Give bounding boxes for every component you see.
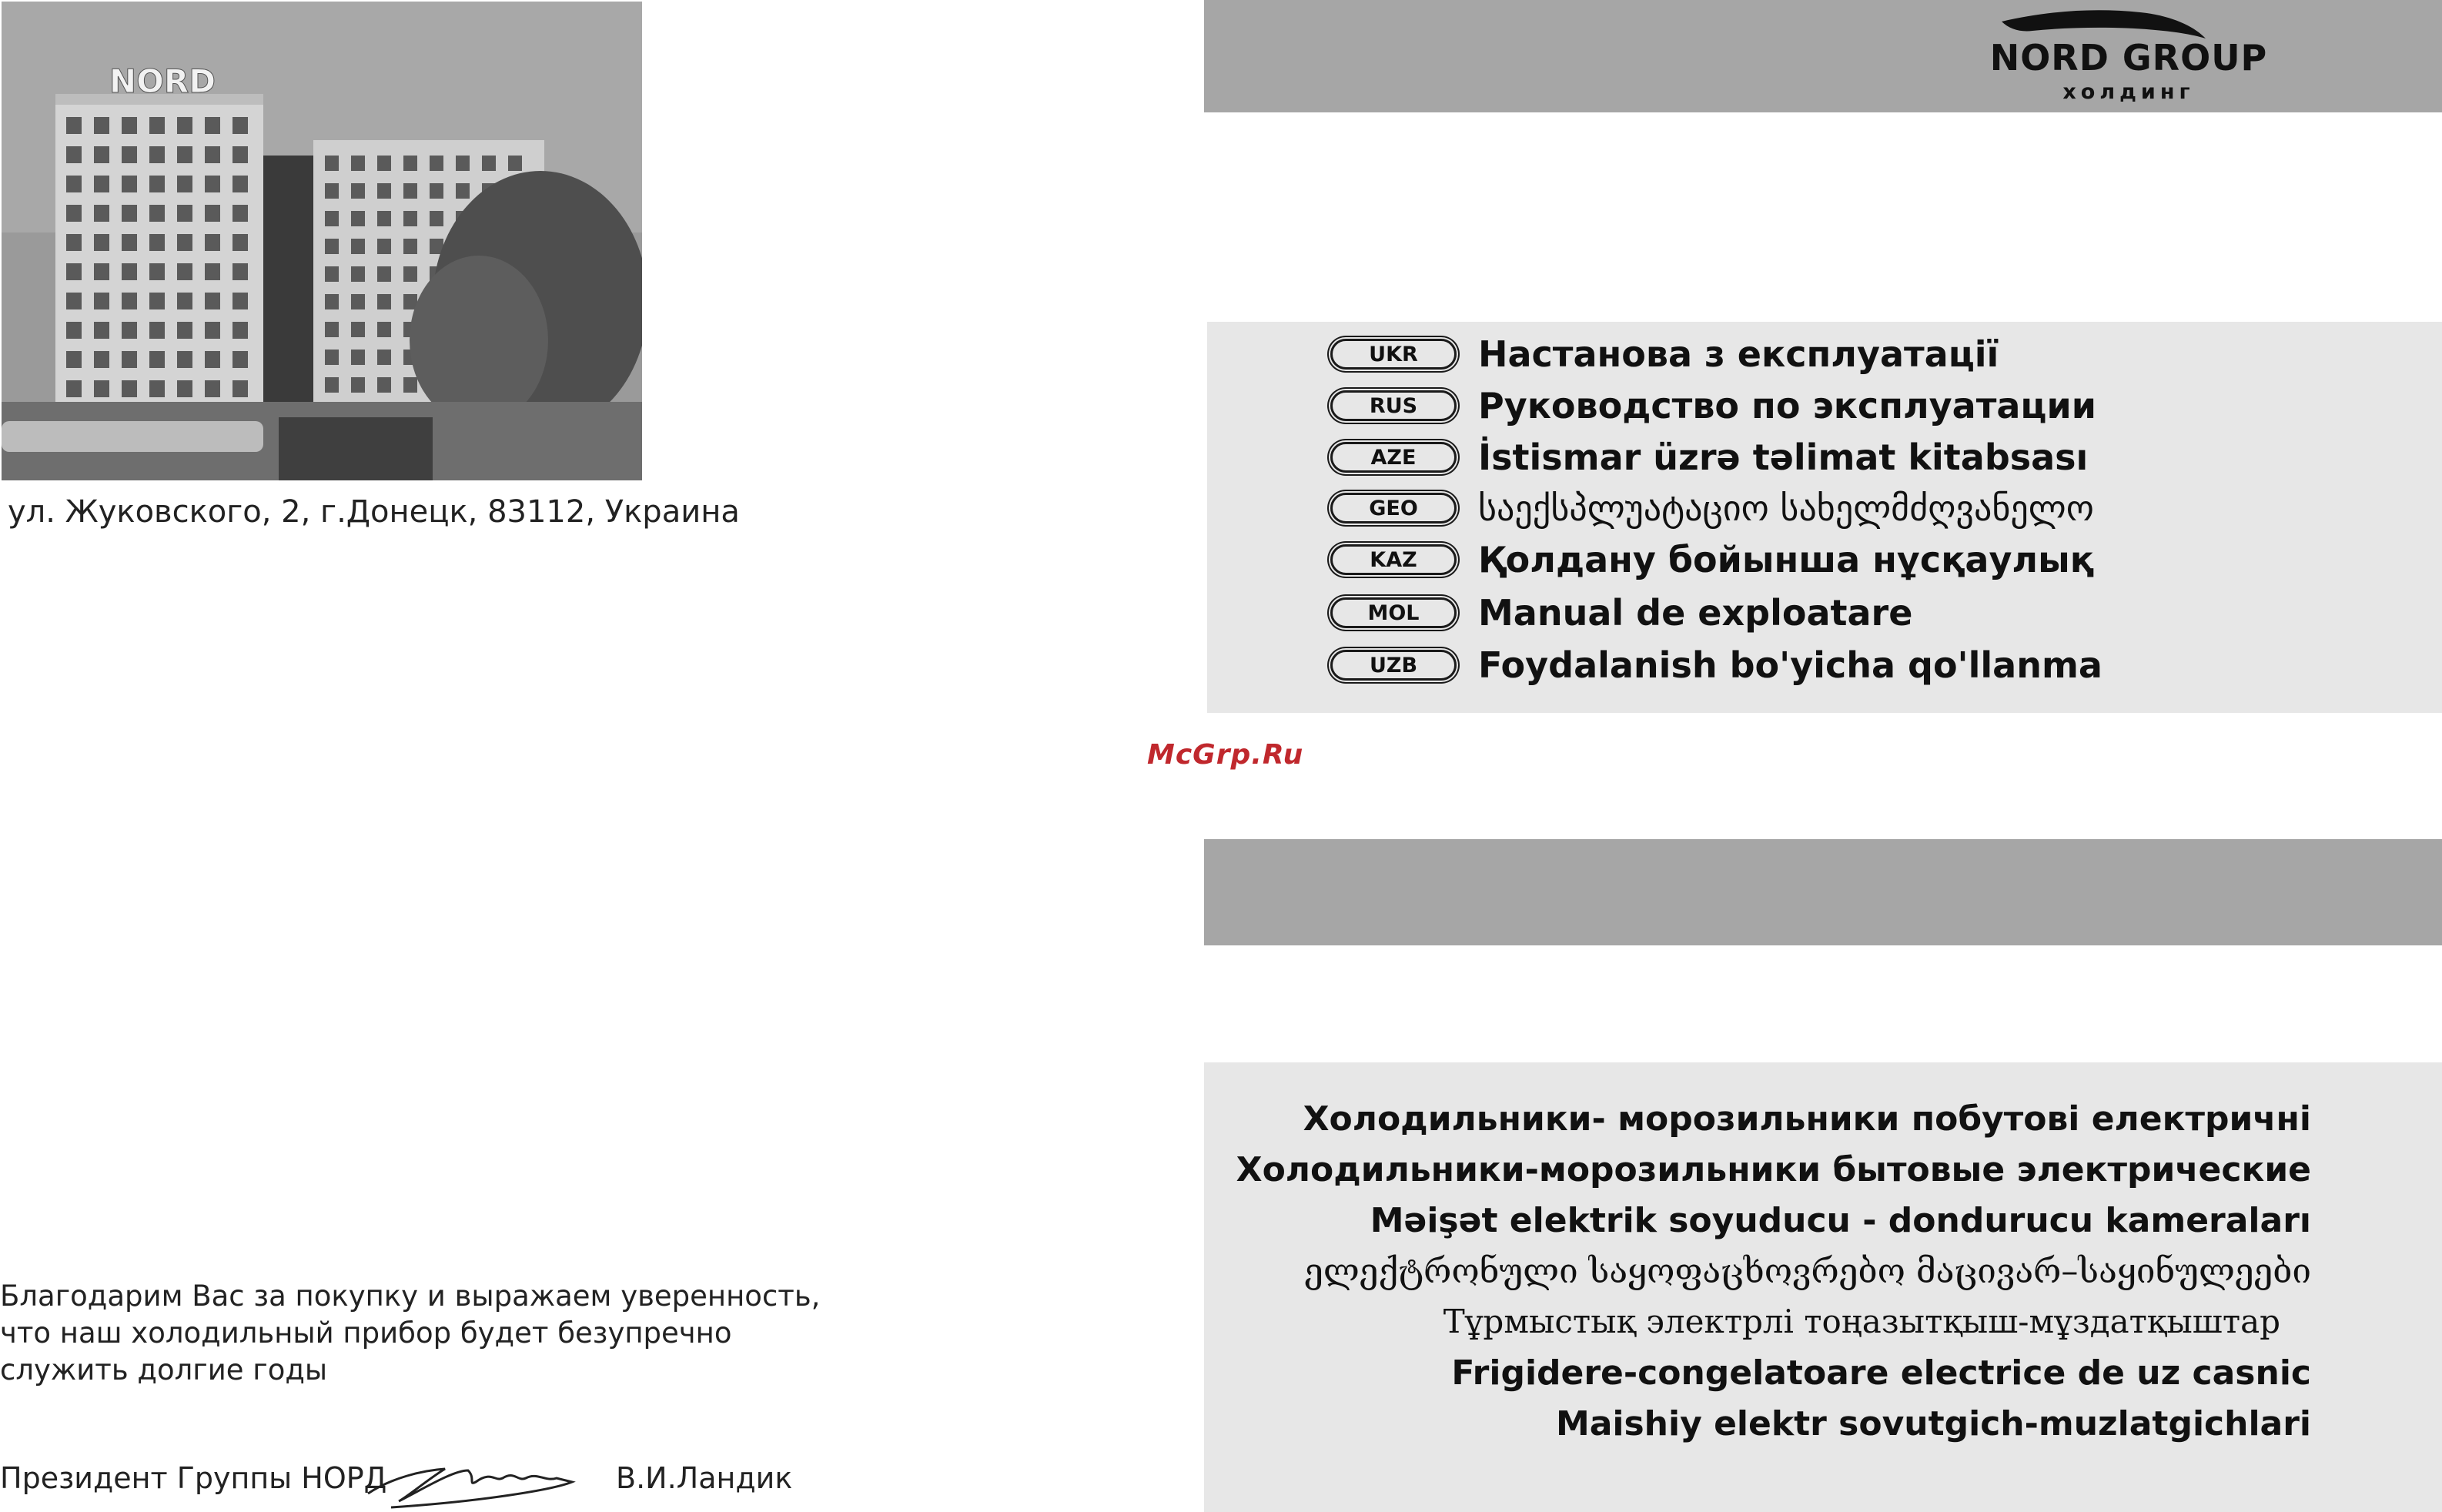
language-badge: RUS bbox=[1330, 390, 1457, 421]
thanks-text bbox=[0, 1278, 820, 1389]
language-title: Қолдану бойынша нұсқаулық bbox=[1478, 539, 2094, 580]
language-title: İstismar üzrə təlimat kitabsası bbox=[1478, 437, 2089, 478]
language-row-kaz bbox=[1330, 537, 2094, 583]
language-title: Manual de exploatare bbox=[1478, 592, 1913, 634]
language-badge: MOL bbox=[1330, 597, 1457, 628]
language-row-geo bbox=[1330, 485, 2094, 531]
signature-row bbox=[0, 1447, 793, 1509]
thanks-line: служить долгие годы bbox=[0, 1353, 328, 1387]
signature-image bbox=[360, 1447, 591, 1509]
language-badge: GEO bbox=[1330, 493, 1457, 524]
product-title: Maishiy elektr sovutgich-muzlatgichlari bbox=[1555, 1404, 2311, 1443]
language-title: Настанова з експлуатації bbox=[1478, 333, 1999, 375]
product-title: ელექტრონული საყოფაცხოვრებო მაცივარ–საყინულეები bbox=[1304, 1252, 2311, 1291]
thanks-line: Благодарим Вас за покупку и выражаем уверенность, bbox=[0, 1280, 821, 1313]
product-title: Холодильники- морозильники побутові електричні bbox=[1303, 1099, 2311, 1139]
language-badge: AZE bbox=[1330, 442, 1457, 473]
language-row-uzb bbox=[1330, 642, 2102, 688]
product-title: Məişət elektrik soyuducu - dondurucu kameraları bbox=[1370, 1201, 2311, 1240]
language-title: Foydalanish bo'yicha qo'llanma bbox=[1478, 644, 2102, 686]
thanks-line: что наш холодильный прибор будет безупречно bbox=[0, 1316, 732, 1350]
language-badge: UKR bbox=[1330, 339, 1457, 370]
language-row-ukr bbox=[1330, 331, 1999, 377]
language-row-mol bbox=[1330, 590, 1912, 636]
language-row-rus bbox=[1330, 383, 2096, 429]
product-title: Тұрмыстық электрлі тоңазытқыш-мұздатқыштар bbox=[1443, 1303, 2280, 1340]
president-label: Президент Группы НОРД bbox=[0, 1461, 387, 1495]
language-title: საექსპლუატაციო სახელმძღვანელო bbox=[1478, 487, 2094, 529]
language-badge: UZB bbox=[1330, 650, 1457, 681]
watermark: McGrp.Ru bbox=[1147, 739, 1304, 771]
logo-name: NORD GROUP bbox=[1989, 37, 2268, 79]
address: ул. Жуковского, 2, г.Донецк, 83112, Украина bbox=[8, 494, 740, 530]
logo-subtitle: холдинг bbox=[2062, 80, 2195, 104]
language-badge: KAZ bbox=[1330, 544, 1457, 575]
middle-band bbox=[1204, 839, 2442, 945]
signer-name: В.И.Ландик bbox=[616, 1461, 793, 1495]
language-row-aze bbox=[1330, 434, 2088, 480]
product-panel bbox=[1204, 1062, 2442, 1512]
roof-sign: NORD bbox=[109, 62, 216, 100]
building-photo bbox=[2, 2, 642, 480]
product-title: Холодильники-морозильники бытовые электрические bbox=[1236, 1150, 2311, 1189]
product-title: Frigidere-congelatoare electrice de uz casnic bbox=[1451, 1353, 2311, 1393]
language-title: Руководство по эксплуатации bbox=[1478, 385, 2096, 427]
